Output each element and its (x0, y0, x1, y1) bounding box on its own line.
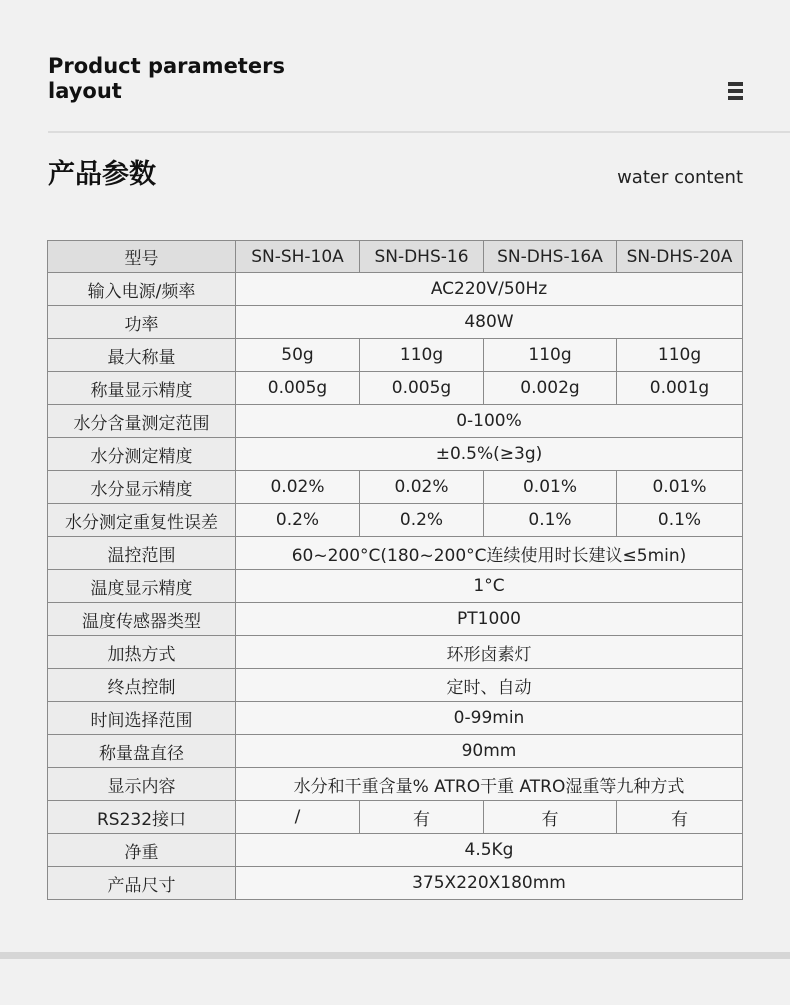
value-cell: 有 (484, 801, 617, 834)
value-cell: 0.1% (484, 504, 617, 537)
table-header-row (48, 241, 743, 273)
value-cell: 60~200°C(180~200°C连续使用时长建议≤5min) (236, 537, 743, 570)
table-row (48, 438, 743, 471)
menu-icon-bar (728, 89, 743, 93)
row-label: 显示内容 (48, 768, 236, 801)
row-label: 水分含量测定范围 (48, 405, 236, 438)
row-label: 净重 (48, 834, 236, 867)
value-cell: 0.001g (617, 372, 743, 405)
table-row (48, 273, 743, 306)
value-cell: 0.005g (236, 372, 360, 405)
value-cell: 0-99min (236, 702, 743, 735)
value-cell: 110g (484, 339, 617, 372)
value-cell: 480W (236, 306, 743, 339)
table-row (48, 339, 743, 372)
table-row (48, 504, 743, 537)
row-label: 温控范围 (48, 537, 236, 570)
header-cell-model-name: SN-SH-10A (236, 241, 360, 273)
header-cell-model: 型号 (48, 241, 236, 273)
value-cell: ±0.5%(≥3g) (236, 438, 743, 471)
table-row (48, 702, 743, 735)
menu-icon-bar (728, 82, 743, 86)
row-label: 终点控制 (48, 669, 236, 702)
value-cell: / (236, 801, 360, 834)
table-row (48, 834, 743, 867)
table-row (48, 669, 743, 702)
row-label: 输入电源/频率 (48, 273, 236, 306)
value-cell: 4.5Kg (236, 834, 743, 867)
value-cell: 0.1% (617, 504, 743, 537)
value-cell: 0-100% (236, 405, 743, 438)
value-cell: 375X220X180mm (236, 867, 743, 900)
value-cell: 0.005g (360, 372, 484, 405)
row-label: 称量盘直径 (48, 735, 236, 768)
value-cell: 1°C (236, 570, 743, 603)
table-row (48, 768, 743, 801)
value-cell: 0.02% (236, 471, 360, 504)
table-row (48, 471, 743, 504)
value-cell: 0.02% (360, 471, 484, 504)
value-cell: 110g (360, 339, 484, 372)
value-cell: 有 (360, 801, 484, 834)
value-cell: 定时、自动 (236, 669, 743, 702)
header-cell-model-name: SN-DHS-16 (360, 241, 484, 273)
value-cell: 环形卤素灯 (236, 636, 743, 669)
menu-icon-bar (728, 96, 743, 100)
value-cell: AC220V/50Hz (236, 273, 743, 306)
header-cell-model-name: SN-DHS-20A (617, 241, 743, 273)
table-body (48, 273, 743, 900)
bottom-bar (0, 952, 790, 959)
row-label: 时间选择范围 (48, 702, 236, 735)
table-row (48, 372, 743, 405)
value-cell: 0.01% (484, 471, 617, 504)
value-cell: 0.01% (617, 471, 743, 504)
row-label: 称量显示精度 (48, 372, 236, 405)
table-row (48, 735, 743, 768)
value-cell: 0.002g (484, 372, 617, 405)
menu-icon[interactable] (728, 82, 743, 102)
header-cell-model-name: SN-DHS-16A (484, 241, 617, 273)
table-row (48, 603, 743, 636)
header-divider (48, 131, 790, 133)
table-row (48, 801, 743, 834)
value-cell: 有 (617, 801, 743, 834)
value-cell: 0.2% (236, 504, 360, 537)
page-title: Product parameters layout (48, 54, 285, 103)
row-label: 水分测定精度 (48, 438, 236, 471)
value-cell: 水分和干重含量% ATRO干重 ATRO湿重等九种方式 (236, 768, 743, 801)
value-cell: PT1000 (236, 603, 743, 636)
table-row (48, 405, 743, 438)
row-label: 功率 (48, 306, 236, 339)
row-label: RS232接口 (48, 801, 236, 834)
section-subtitle: water content (617, 167, 743, 188)
row-label: 产品尺寸 (48, 867, 236, 900)
row-label: 最大称量 (48, 339, 236, 372)
page-header (0, 0, 790, 132)
parameters-table (47, 240, 743, 900)
table-row (48, 570, 743, 603)
table-row (48, 306, 743, 339)
value-cell: 50g (236, 339, 360, 372)
row-label: 温度显示精度 (48, 570, 236, 603)
table-row (48, 636, 743, 669)
row-label: 加热方式 (48, 636, 236, 669)
row-label: 温度传感器类型 (48, 603, 236, 636)
value-cell: 90mm (236, 735, 743, 768)
table-row (48, 867, 743, 900)
value-cell: 110g (617, 339, 743, 372)
row-label: 水分显示精度 (48, 471, 236, 504)
row-label: 水分测定重复性误差 (48, 504, 236, 537)
section-title: 产品参数 (48, 159, 156, 190)
table-row (48, 537, 743, 570)
value-cell: 0.2% (360, 504, 484, 537)
